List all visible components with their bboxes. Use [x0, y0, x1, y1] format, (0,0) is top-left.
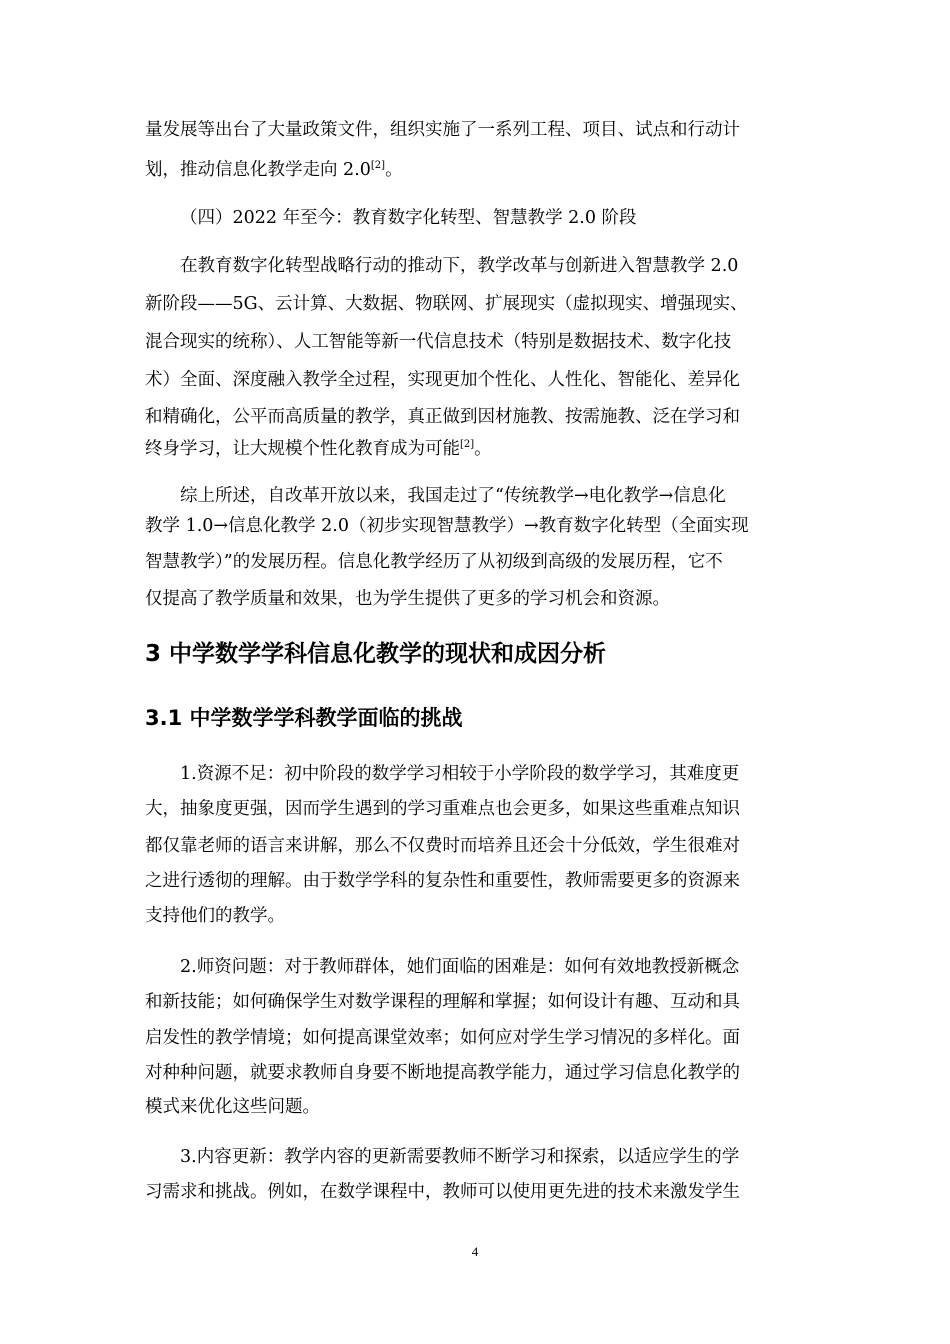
- paragraph-line: 仅提高了教学质量和效果，也为学生提供了更多的学习机会和资源。: [145, 589, 670, 609]
- paragraph-line: 3.内容更新：教学内容的更新需要教师不断学习和探索，以适应学生的学: [180, 1147, 740, 1167]
- paragraph-line: 大，抽象度更强，因而学生遇到的学习重难点也会更多，如果这些重难点知识: [145, 799, 740, 819]
- paragraph-line: 1.资源不足：初中阶段的数学学习相较于小学阶段的数学学习，其难度更: [180, 764, 740, 784]
- section-heading: 3.1 中学数学学科教学面临的挑战: [145, 706, 463, 730]
- text: 。: [474, 439, 492, 459]
- paragraph-line: 综上所述，自改革开放以来，我国走过了“传统教学→电化教学→信息化: [180, 486, 726, 506]
- paragraph-line: 都仅靠老师的语言来讲解，那么不仅费时而培养且还会十分低效，学生很难对: [145, 836, 740, 856]
- paragraph-line: 启发性的教学情境；如何提高课堂效率；如何应对学生学习情况的多样化。面: [145, 1028, 740, 1048]
- paragraph-line: [145, 438, 492, 460]
- text: 量发展等出台了大量政策文件，组织实施了一系列工程、项目、试点和行动计: [145, 120, 740, 140]
- paragraph-line: 混合现实的统称）、人工智能等新一代信息技术（特别是数据技术、数字化技: [145, 332, 732, 352]
- paragraph-line: 对种种问题，就要求教师自身要不断地提高教学能力，通过学习信息化教学的: [145, 1063, 740, 1083]
- paragraph-line: [145, 119, 740, 141]
- paragraph-line: 支持他们的教学。: [145, 906, 285, 926]
- paragraph-line: 智慧教学）”的发展历程。信息化教学经历了从初级到高级的发展历程，它不: [145, 552, 723, 572]
- paragraph-line: 和精确化，公平而高质量的教学，真正做到因材施教、按需施教、泛在学习和: [145, 407, 740, 427]
- paragraph-line: [145, 159, 403, 181]
- paragraph-line: 2.师资问题：对于教师群体，她们面临的困难是：如何有效地教授新概念: [180, 957, 740, 977]
- paragraph-line: 之进行透彻的理解。由于数学学科的复杂性和重要性，教师需要更多的资源来: [145, 871, 740, 891]
- paragraph-line: 和新技能；如何确保学生对数学课程的理解和掌握；如何设计有趣、互动和具: [145, 992, 740, 1012]
- page-number: 4: [471, 1244, 479, 1259]
- paragraph-line: 新阶段——5G、云计算、大数据、物联网、扩展现实（虚拟现实、增强现实、: [145, 294, 748, 314]
- subsection-heading: （四）2022 年至今：教育数字化转型、智慧教学 2.0 阶段: [180, 208, 637, 228]
- chapter-heading: 3 中学数学学科信息化教学的现状和成因分析: [145, 641, 607, 667]
- text: 终身学习，让大规模个性化教育成为可能: [145, 439, 460, 459]
- text: 划，推动信息化教学走向 2.0: [145, 160, 371, 180]
- paragraph-line: 模式来优化这些问题。: [145, 1097, 320, 1117]
- citation-ref: [2]: [370, 160, 386, 171]
- paragraph-line: 在教育数字化转型战略行动的推动下，教学改革与创新进入智慧教学 2.0: [180, 256, 739, 276]
- citation-ref: [2]: [460, 439, 475, 450]
- paragraph-line: 习需求和挑战。例如，在数学课程中，教师可以使用更先进的技术来激发学生: [145, 1182, 740, 1202]
- paragraph-line: 术）全面、深度融入教学全过程，实现更加个性化、人性化、智能化、差异化: [145, 370, 740, 390]
- text: 。: [385, 160, 403, 180]
- paragraph-line: 教学 1.0→信息化教学 2.0（初步实现智慧教学）→教育数字化转型（全面实现: [145, 516, 749, 536]
